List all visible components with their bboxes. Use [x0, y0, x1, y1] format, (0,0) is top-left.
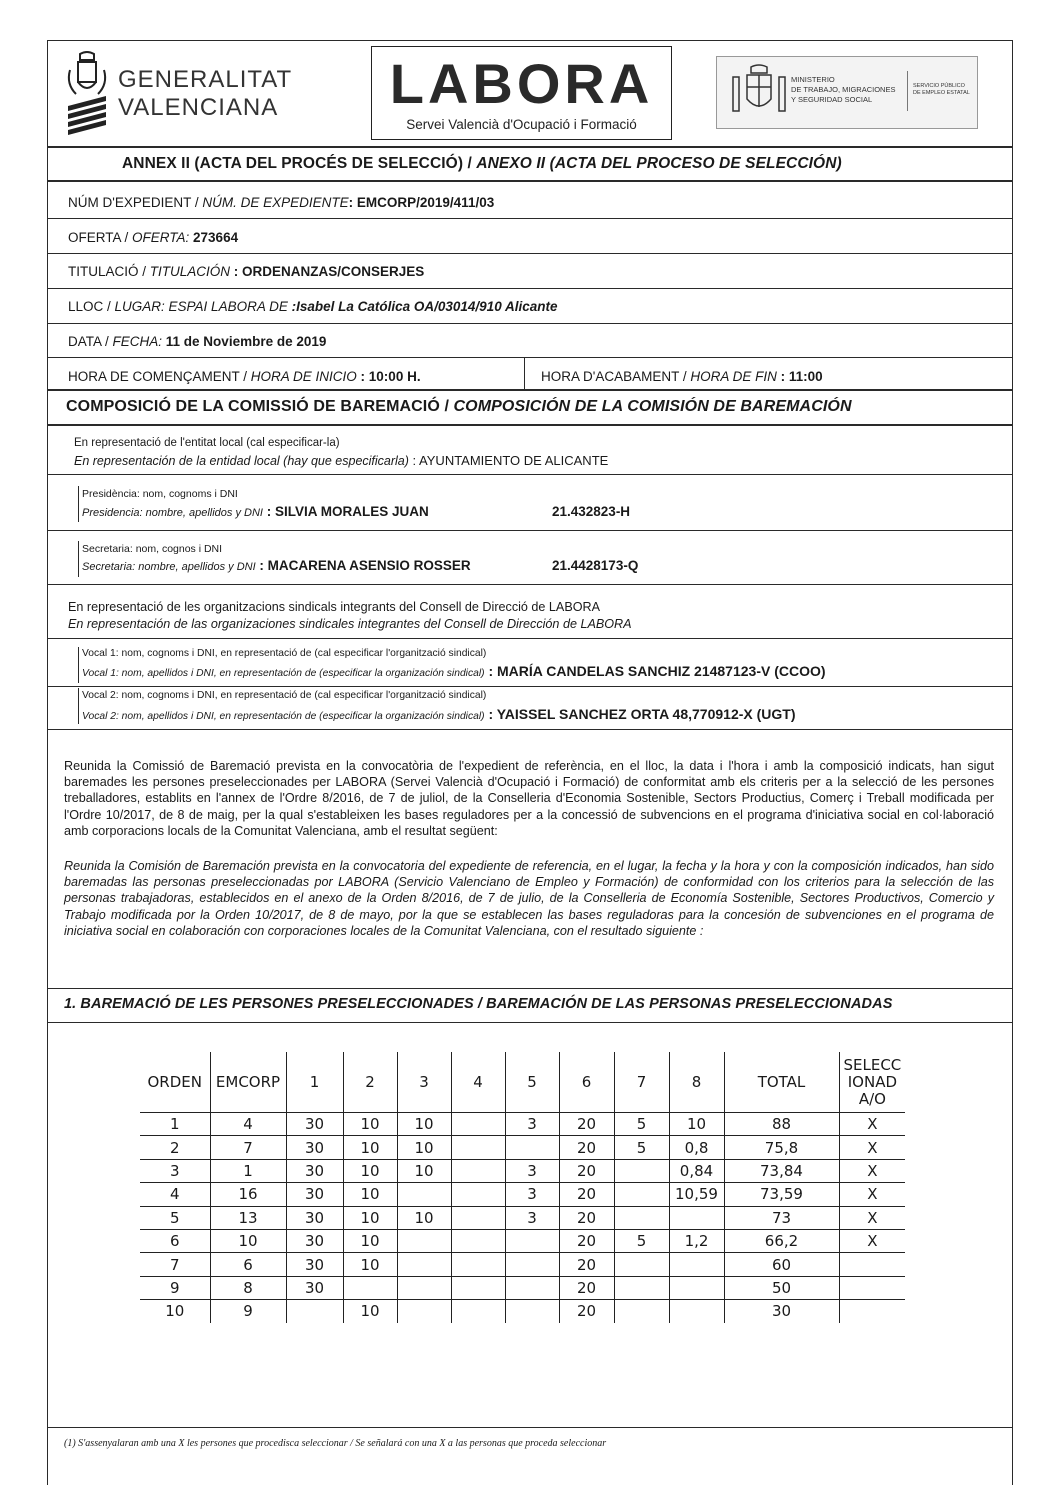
- vocal1-value: : MARÍA CANDELAS SANCHIZ 21487123-V (CCOO): [484, 663, 826, 679]
- secretaria-name: : MACARENA ASENSIO ROSSER: [255, 558, 471, 573]
- table-cell: 5: [614, 1229, 669, 1252]
- table-cell: [451, 1159, 505, 1182]
- table-row: [140, 1300, 905, 1323]
- table-cell: 10: [397, 1113, 451, 1136]
- table-cell: 10: [140, 1300, 210, 1323]
- table-cell: X: [839, 1183, 905, 1206]
- vocal2-value: : YAISSEL SANCHEZ ORTA 48,770912-X (UGT): [484, 706, 796, 722]
- table-cell: [669, 1276, 724, 1299]
- generalitat-name-line1: GENERALITAT: [118, 66, 293, 93]
- table-cell: 2: [140, 1136, 210, 1159]
- col-header-1: 1: [286, 1052, 343, 1113]
- table-cell: 10: [343, 1136, 397, 1159]
- table-cell: 73,59: [724, 1183, 839, 1206]
- table-cell: 20: [559, 1229, 614, 1252]
- sepe-line1: SERVICIO PÚBLICO: [913, 83, 965, 89]
- col-header-orden: ORDEN: [147, 1073, 202, 1091]
- composicio-title-es: COMPOSICIÓN DE LA COMISIÓN DE BAREMACIÓN: [453, 398, 852, 415]
- table-cell: [397, 1300, 451, 1323]
- oferta-label-va: OFERTA /: [68, 230, 133, 245]
- titulacio-label-es: TITULACIÓN: [149, 264, 231, 279]
- table-cell: 10: [397, 1136, 451, 1159]
- table-cell: 3: [505, 1206, 559, 1229]
- secretaria-row: [82, 558, 471, 573]
- section1-title: 1. BAREMACIÓ DE LES PERSONES PRESELECCIONADES / BAREMACIÓN DE LAS PERSONAS PRESELECCIONADAS: [64, 996, 893, 1012]
- hora-fin-row: [541, 369, 823, 384]
- table-cell: [505, 1276, 559, 1299]
- table-cell: [451, 1253, 505, 1276]
- table-row: [140, 1183, 905, 1206]
- table-cell: X: [839, 1136, 905, 1159]
- table-cell: 20: [559, 1300, 614, 1323]
- table-cell: 30: [286, 1136, 343, 1159]
- table-cell: [343, 1276, 397, 1299]
- fin-label-va: HORA D'ACABAMENT /: [541, 369, 691, 384]
- table-cell: 10: [669, 1113, 724, 1136]
- table-cell: [505, 1136, 559, 1159]
- annex-title-va: ANNEX II (ACTA DEL PROCÉS DE SELECCIÓ) /: [122, 155, 472, 172]
- table-cell: 10: [210, 1229, 286, 1252]
- labora-title: LABORA: [389, 52, 654, 115]
- table-cell: [451, 1183, 505, 1206]
- table-cell: [669, 1253, 724, 1276]
- paragraph-spanish: [64, 858, 994, 939]
- titulacio-value: : ORDENANZAS/CONSERJES: [230, 264, 425, 279]
- table-cell: 73,84: [724, 1159, 839, 1182]
- secretaria-label-va: Secretaria: nom, cognos i DNI: [82, 543, 223, 555]
- table-cell: 10,59: [669, 1183, 724, 1206]
- table-cell: 4: [210, 1113, 286, 1136]
- table-cell: 0,8: [669, 1136, 724, 1159]
- scores-table: [140, 1052, 905, 1323]
- table-cell: [451, 1113, 505, 1136]
- table-cell: 20: [559, 1159, 614, 1182]
- col-header-7: 7: [614, 1052, 669, 1113]
- table-header-row: [140, 1052, 905, 1113]
- ministry-divider: [907, 71, 908, 111]
- table-cell: 10: [343, 1206, 397, 1229]
- footnote-text: (1) S'assenyalaran amb una X les persones que procedisca seleccionar / Se señalará con una X a las personas que proceda seleccionar: [64, 1438, 607, 1449]
- table-cell: 10: [397, 1206, 451, 1229]
- presidencia-label-va: Presidència: nom, cognoms i DNI: [82, 488, 238, 500]
- paragraph-spanish-text: Reunida la Comisión de Baremación prevista en la convocatoria del expediente de referencia, en el lugar, la fecha y la hora y con la composición indicados, han sido baremadas las personas preseleccionadas por LABORA (Servicio Valenciano de Empleo y Formación) de conformidad con los criterios para la selección de las personas trabajadoras, establecidos en el anexo de la Orden 8/2016, de 7 de julio, de la Conselleria de Economía Sostenible, Sectores Productivos, Comercio y Trabajo modificada por la Orden 10/2017, de 8 de mayo, por la que se establecen las bases reguladoras para la concesión de subvenciones en el programa de iniciativa social en colaboración con corporaciones locales de la Comunitat Valenciana, con el resultado siguiente :: [64, 859, 994, 938]
- presidencia-row: [82, 504, 429, 519]
- table-cell: [614, 1253, 669, 1276]
- expedient-label-es: NÚM. DE EXPEDIENTE: [202, 195, 349, 210]
- titulacio-row: [68, 264, 424, 279]
- vocal2-label-va: Vocal 2: nom, cognoms i DNI, en representació de (cal especificar l'organització sindical): [82, 690, 487, 701]
- table-cell: 20: [559, 1113, 614, 1136]
- table-cell: 50: [724, 1276, 839, 1299]
- col-header-3: 3: [397, 1052, 451, 1113]
- vocal1-row: [82, 663, 826, 679]
- table-cell: 0,84: [669, 1159, 724, 1182]
- secretaria-dni: 21.4428173-Q: [552, 558, 639, 573]
- table-cell: 20: [559, 1276, 614, 1299]
- table-row: [140, 1206, 905, 1229]
- table-cell: 30: [724, 1300, 839, 1323]
- titulacio-label-va: TITULACIÓ /: [68, 264, 150, 279]
- table-cell: 10: [343, 1159, 397, 1182]
- table-cell: [451, 1206, 505, 1229]
- footnote: [64, 1438, 606, 1449]
- table-cell: 30: [286, 1113, 343, 1136]
- table-cell: [839, 1300, 905, 1323]
- data-value: 11 de Noviembre de 2019: [162, 334, 327, 349]
- table-cell: 5: [614, 1113, 669, 1136]
- table-row: [140, 1229, 905, 1252]
- table-cell: [397, 1253, 451, 1276]
- generalitat-logo: [62, 50, 112, 140]
- vocal1-label-es: Vocal 1: nom, apellidos i DNI, en representación de (especificar la organización sindical): [82, 668, 485, 679]
- table-cell: [397, 1183, 451, 1206]
- sindical-label-es-text: En representación de las organizaciones sindicales integrantes del Consell de Dirección de LABORA: [68, 617, 632, 631]
- annex-title: [122, 155, 842, 173]
- table-cell: 30: [286, 1159, 343, 1182]
- composicio-title-va: COMPOSICIÓ DE LA COMISSIÓ DE BAREMACIÓ /: [66, 398, 454, 415]
- inici-value: : 10:00 H.: [356, 369, 421, 384]
- sindical-label-es: [68, 617, 632, 631]
- table-row: [140, 1276, 905, 1299]
- table-cell: 5: [140, 1206, 210, 1229]
- oferta-value: 273664: [189, 230, 239, 245]
- table-cell: 1,2: [669, 1229, 724, 1252]
- table-cell: [397, 1229, 451, 1252]
- table-cell: 20: [559, 1253, 614, 1276]
- col-header-6: 6: [559, 1052, 614, 1113]
- table-cell: 3: [505, 1183, 559, 1206]
- data-label-va: DATA /: [68, 334, 113, 349]
- paragraph-valencian: Reunida la Comissió de Baremació prevista en la convocatòria de l'expedient de referència, en el lloc, la data i l'hora i amb la composició indicats, han sigut baremades les persones preseleccionades per LABORA (Servei Valencià d'Ocupació i Formació) de conformitat amb els criteris per a la selecció de les persones treballadores, establits en l'annex de l'Ordre 8/2016, de 7 de juliol, de la Conselleria d'Economia Sostenible, Sectors Productius, Comerç i Treball modificada per l'Ordre 10/2017, de 8 de maig, per la qual s'estableixen les bases reguladores per a la concessió de subvencions en el programa d'iniciativa social en col·laboració amb corporacions locals de la Comunitat Valenciana, amb el resultat següent:: [64, 759, 994, 838]
- table-cell: 1: [210, 1159, 286, 1182]
- lloc-label-va: LLOC /: [68, 299, 115, 314]
- col-header-emcorp: EMCORP: [210, 1052, 286, 1113]
- col-header-5: 5: [505, 1052, 559, 1113]
- table-cell: [614, 1300, 669, 1323]
- vocal2-row: [82, 706, 796, 722]
- table-cell: 6: [210, 1253, 286, 1276]
- inici-label-va: HORA DE COMENÇAMENT /: [68, 369, 251, 384]
- table-cell: [286, 1300, 343, 1323]
- hora-inici-row: [68, 369, 421, 384]
- table-cell: 10: [343, 1300, 397, 1323]
- inici-label-es: HORA DE INICIO: [250, 369, 357, 384]
- table-row: [140, 1136, 905, 1159]
- table-cell: 3: [505, 1159, 559, 1182]
- entitat-label-va: En representació de l'entitat local (cal especificar-la): [74, 437, 340, 449]
- sindical-label-va: En representació de les organitzacions sindicals integrants del Consell de Direcció de LABORA: [68, 600, 601, 614]
- table-cell: X: [839, 1206, 905, 1229]
- table-cell: 10: [343, 1253, 397, 1276]
- table-cell: 8: [210, 1276, 286, 1299]
- vocal1-label-va: Vocal 1: nom, cognoms i DNI, en representació de (cal especificar l'organització sindical): [82, 648, 487, 659]
- table-cell: [505, 1300, 559, 1323]
- table-cell: 9: [140, 1276, 210, 1299]
- table-cell: 3: [140, 1159, 210, 1182]
- table-cell: 13: [210, 1206, 286, 1229]
- table-cell: 20: [559, 1206, 614, 1229]
- ministry-line2: DE TRABAJO, MIGRACIONES: [791, 85, 896, 94]
- table-cell: [451, 1276, 505, 1299]
- table-cell: 60: [724, 1253, 839, 1276]
- table-cell: 7: [210, 1136, 286, 1159]
- table-cell: 10: [343, 1229, 397, 1252]
- sepe-line2: DE EMPLEO ESTATAL: [913, 90, 970, 96]
- table-cell: 16: [210, 1183, 286, 1206]
- table-cell: 4: [140, 1183, 210, 1206]
- presidencia-dni: 21.432823-H: [552, 504, 631, 519]
- oferta-row: [68, 230, 238, 245]
- table-cell: 88: [724, 1113, 839, 1136]
- labora-logo-box: [371, 46, 672, 140]
- ministry-line3: Y SEGURIDAD SOCIAL: [791, 95, 873, 104]
- col-header-total: TOTAL: [724, 1052, 839, 1113]
- presidencia-name: : SILVIA MORALES JUAN: [262, 504, 429, 519]
- table-cell: [839, 1276, 905, 1299]
- table-cell: 10: [397, 1159, 451, 1182]
- table-cell: X: [839, 1113, 905, 1136]
- ministry-line1: MINISTERIO: [791, 75, 835, 84]
- table-cell: 10: [343, 1183, 397, 1206]
- table-cell: [451, 1300, 505, 1323]
- labora-subtitle: Servei Valencià d'Ocupació i Formació: [406, 117, 637, 132]
- table-cell: [614, 1206, 669, 1229]
- table-cell: 30: [286, 1206, 343, 1229]
- expedient-label-va: NÚM D'EXPEDIENT /: [68, 195, 203, 210]
- composicio-title: [66, 398, 852, 416]
- table-cell: 73: [724, 1206, 839, 1229]
- fin-value: : 11:00: [776, 369, 823, 384]
- table-cell: 10: [343, 1113, 397, 1136]
- table-cell: [669, 1206, 724, 1229]
- data-row: [68, 334, 326, 349]
- table-cell: [451, 1136, 505, 1159]
- table-cell: 1: [140, 1113, 210, 1136]
- table-cell: 30: [286, 1229, 343, 1252]
- ministry-logo-box: [716, 56, 978, 129]
- table-cell: [397, 1276, 451, 1299]
- oferta-label-es: OFERTA:: [132, 230, 190, 245]
- table-cell: [451, 1229, 505, 1252]
- generalitat-name-line2: VALENCIANA: [118, 94, 279, 121]
- table-cell: [505, 1253, 559, 1276]
- col-header-8: 8: [669, 1052, 724, 1113]
- table-cell: 30: [286, 1183, 343, 1206]
- table-cell: 20: [559, 1183, 614, 1206]
- entitat-value: : AYUNTAMIENTO DE ALICANTE: [408, 453, 609, 468]
- annex-title-es: ANEXO II (ACTA DEL PROCESO DE SELECCIÓN): [476, 155, 842, 172]
- table-cell: 66,2: [724, 1229, 839, 1252]
- col-header-4: 4: [451, 1052, 505, 1113]
- col-header-2: 2: [343, 1052, 397, 1113]
- data-label-es: FECHA:: [112, 334, 163, 349]
- table-cell: 20: [559, 1136, 614, 1159]
- table-cell: 3: [505, 1113, 559, 1136]
- table-cell: [614, 1183, 669, 1206]
- table-cell: [669, 1300, 724, 1323]
- table-cell: 6: [140, 1229, 210, 1252]
- expedient-value: : EMCORP/2019/411/03: [348, 195, 495, 210]
- entitat-label-es: En representación de la entidad local (hay que especificarla): [74, 454, 409, 468]
- table-row: [140, 1159, 905, 1182]
- table-cell: 30: [286, 1253, 343, 1276]
- spain-coat-of-arms-icon: [729, 63, 789, 121]
- lloc-value: :Isabel La Católica OA/03014/910 Alicante: [287, 299, 558, 314]
- table-cell: 7: [140, 1253, 210, 1276]
- table-cell: 75,8: [724, 1136, 839, 1159]
- lloc-label-es: LUGAR: ESPAI LABORA DE: [114, 299, 288, 314]
- entitat-row: [74, 453, 608, 468]
- table-cell: [505, 1229, 559, 1252]
- lloc-row: [68, 299, 557, 314]
- vocal2-label-es: Vocal 2: nom, apellidos i DNI, en representación de (especificar la organización sindical): [82, 711, 485, 722]
- table-cell: 9: [210, 1300, 286, 1323]
- table-cell: X: [839, 1229, 905, 1252]
- expedient-row: [68, 195, 494, 210]
- table-row: [140, 1113, 905, 1136]
- table-cell: 5: [614, 1136, 669, 1159]
- secretaria-label-es: Secretaria: nombre, apellidos y DNI: [82, 561, 256, 573]
- table-cell: [614, 1159, 669, 1182]
- col-header-seleccionado: SELECC IONAD A/O: [839, 1052, 905, 1113]
- table-cell: X: [839, 1159, 905, 1182]
- table-row: [140, 1253, 905, 1276]
- table-cell: [839, 1253, 905, 1276]
- fin-label-es: HORA DE FIN: [690, 369, 777, 384]
- table-cell: [614, 1276, 669, 1299]
- table-cell: 30: [286, 1276, 343, 1299]
- presidencia-label-es: Presidencia: nombre, apellidos y DNI: [82, 507, 263, 519]
